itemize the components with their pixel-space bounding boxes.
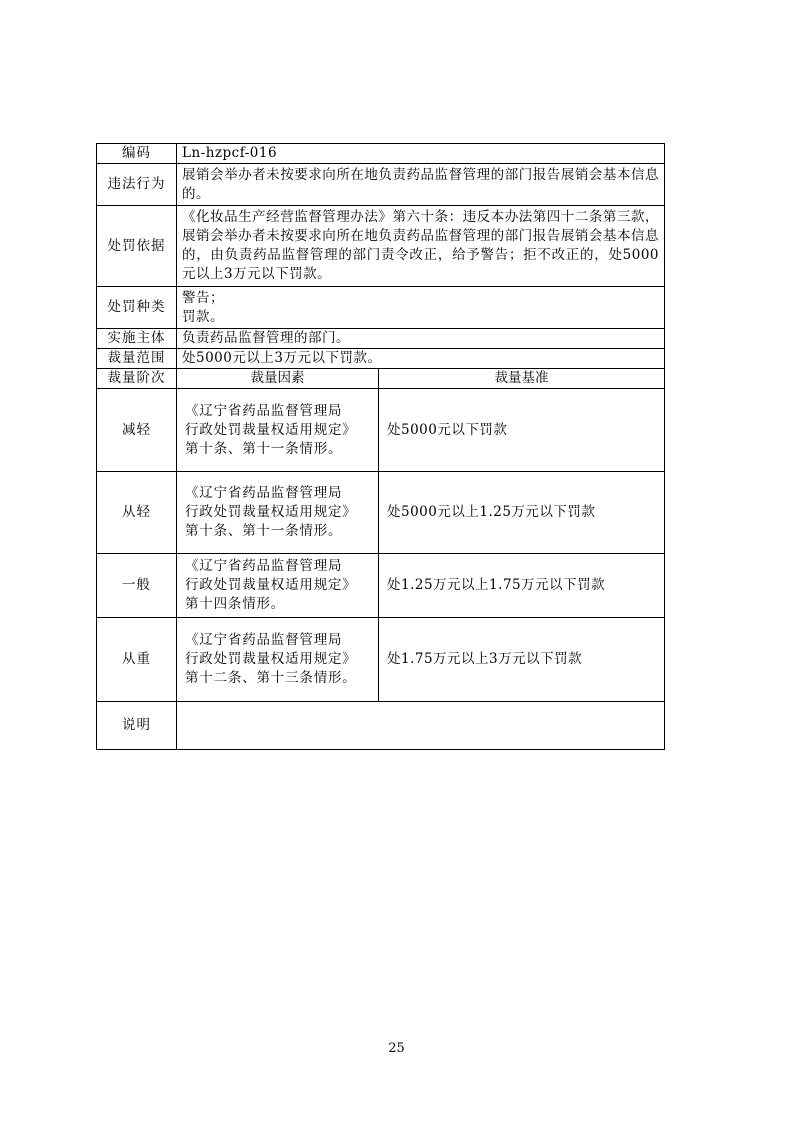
- level-header: 裁量阶次: [97, 369, 177, 389]
- level-standard: 处5000元以下罚款: [379, 389, 665, 472]
- basis-value: 《化妆品生产经营监督管理办法》第六十条：违反本办法第四十二条第三款，展销会举办者未按要求向所在地负责药品监督管理的部门报告展销会基本信息的，由负责药品监督管理的部门责令改正，给予警告；拒不改正的，处5000元以上3万元以下罚款。: [177, 206, 665, 287]
- factor-line: 《辽宁省药品监督管理局: [185, 402, 343, 419]
- factor-line: 《辽宁省药品监督管理局: [185, 558, 343, 574]
- penalty-types-label: 处罚种类: [97, 287, 177, 329]
- factor-line: 第十条、第十一条情形。: [185, 440, 343, 457]
- level-factors: [177, 389, 379, 472]
- basis-label: 处罚依据: [97, 206, 177, 287]
- violation-row: [97, 164, 665, 206]
- level-row-mitigated: [97, 389, 665, 472]
- factor-line: 行政处罚裁量权适用规定》: [185, 577, 357, 593]
- factor-line: 第十二条、第十三条情形。: [185, 670, 357, 686]
- level-standard: 处1.75万元以上3万元以下罚款: [379, 618, 665, 702]
- factor-line: 行政处罚裁量权适用规定》: [185, 651, 357, 667]
- factor-line: 行政处罚裁量权适用规定》: [185, 421, 357, 438]
- level-factors: [177, 554, 379, 618]
- penalty-type-fine: 罚款。: [182, 308, 224, 325]
- violation-value: 展销会举办者未按要求向所在地负责药品监督管理的部门报告展销会基本信息的。: [177, 164, 665, 206]
- note-row: [97, 702, 665, 750]
- subject-row: [97, 329, 665, 349]
- penalty-types-value: [177, 287, 665, 329]
- basis-row: [97, 206, 665, 287]
- penalty-types-row: [97, 287, 665, 329]
- code-row: [97, 144, 665, 164]
- factor-line: 第十条、第十一条情形。: [185, 523, 343, 539]
- factor-line: 《辽宁省药品监督管理局: [185, 485, 343, 501]
- level-row-severe: [97, 618, 665, 702]
- level-row-general: [97, 554, 665, 618]
- level-standard: 处1.25万元以上1.75万元以下罚款: [379, 554, 665, 618]
- subject-label: 实施主体: [97, 329, 177, 349]
- factors-header: 裁量因素: [177, 369, 379, 389]
- subject-value: 负责药品监督管理的部门。: [177, 329, 665, 349]
- level-factors: [177, 472, 379, 554]
- range-label: 裁量范围: [97, 349, 177, 369]
- violation-label: 违法行为: [97, 164, 177, 206]
- factor-line: 第十四条情形。: [185, 596, 286, 612]
- level-name: 减轻: [97, 389, 177, 472]
- code-value: Ln-hzpcf-016: [177, 144, 665, 164]
- level-factors: [177, 618, 379, 702]
- standard-header: 裁量基准: [379, 369, 665, 389]
- page-number: 25: [388, 1041, 405, 1056]
- levels-header-row: [97, 369, 665, 389]
- range-row: [97, 349, 665, 369]
- level-standard: 处5000元以上1.25万元以下罚款: [379, 472, 665, 554]
- level-row-lenient: [97, 472, 665, 554]
- factor-line: 行政处罚裁量权适用规定》: [185, 504, 357, 520]
- range-value: 处5000元以上3万元以下罚款。: [177, 349, 665, 369]
- level-name: 从轻: [97, 472, 177, 554]
- penalty-type-warning: 警告；: [182, 289, 224, 306]
- note-label: 说明: [97, 702, 177, 750]
- level-name: 从重: [97, 618, 177, 702]
- penalty-discretion-table: [96, 143, 665, 750]
- factor-line: 《辽宁省药品监督管理局: [185, 632, 343, 648]
- level-name: 一般: [97, 554, 177, 618]
- note-value: [177, 702, 665, 750]
- code-label: 编码: [97, 144, 177, 164]
